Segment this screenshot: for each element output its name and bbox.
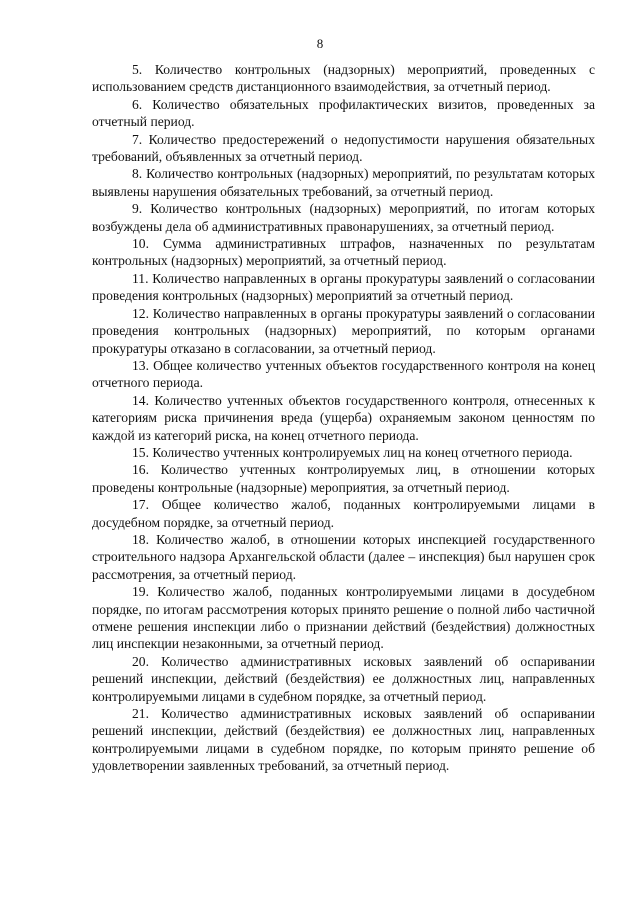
paragraph-16: 16. Количество учтенных контролируемых лиц, в отношении которых проведены контрольные (надзорные) мероприятия, за отчетный период. [92,462,595,495]
document-body [92,61,595,775]
paragraph-8: 8. Количество контрольных (надзорных) мероприятий, по результатам которых выявлены нарушения обязательных требований, за отчетный период. [92,166,595,199]
paragraph-10: 10. Сумма административных штрафов, назначенных по результатам контрольных (надзорных) мероприятий, за отчетный период. [92,236,595,269]
paragraph-9: 9. Количество контрольных (надзорных) мероприятий, по итогам которых возбуждены дела об административных правонарушениях, за отчетный период. [92,201,595,234]
paragraph-5: 5. Количество контрольных (надзорных) мероприятий, проведенных с использованием средств дистанционного взаимодействия, за отчетный период. [92,62,595,95]
paragraph-21: 21. Количество административных исковых заявлений об оспаривании решений инспекции, действий (бездействия) ее должностных лиц, направленных контролируемыми лицами в судебном порядке, по которым принято решение об удовлетворении заявленных требований, за отчетный период. [92,706,595,774]
paragraph-15: 15. Количество учтенных контролируемых лиц на конец отчетного периода. [132,444,573,460]
paragraph-19: 19. Количество жалоб, поданных контролируемыми лицами в досудебном порядке, по итогам рассмотрения которых принято решение о полной либо частичной отмене решения инспекции либо о признании действий (бездействия) должностных лиц инспекции незаконными, за отчетный период. [92,584,595,652]
paragraph-12: 12. Количество направленных в органы прокуратуры заявлений о согласовании проведения контрольных (надзорных) мероприятий, по которым органами прокуратуры отказано в согласовании, за отчетный период. [92,305,595,356]
paragraph-14: 14. Количество учтенных объектов государственного контроля, отнесенных к категориям риска причинения вреда (ущерба) охраняемым законом ценностям по каждой из категорий риска, на конец отчетного периода. [92,392,595,443]
paragraph-17: 17. Общее количество жалоб, поданных контролируемыми лицами в досудебном порядке, за отчетный период. [92,497,595,530]
paragraph-7: 7. Количество предостережений о недопустимости нарушения обязательных требований, объявленных за отчетный период. [92,131,595,165]
paragraph-11: 11. Количество направленных в органы прокуратуры заявлений о согласовании проведения контрольных (надзорных) мероприятий за отчетный период. [92,270,595,304]
paragraph-13: 13. Общее количество учтенных объектов государственного контроля на конец отчетного периода. [92,357,595,391]
paragraph-20: 20. Количество административных исковых заявлений об оспаривании решений инспекции, действий (бездействия) ее должностных лиц, направленных контролируемыми лицами в судебном порядке, за отчетный период. [92,653,595,704]
paragraph-6: 6. Количество обязательных профилактических визитов, проведенных за отчетный период. [92,96,595,130]
page-number: 8 [316,36,324,51]
paragraph-18: 18. Количество жалоб, в отношении которых инспекцией государственного строительного надзора Архангельской области (далее – инспекция) был нарушен срок рассмотрения, за отчетный период. [92,531,595,582]
